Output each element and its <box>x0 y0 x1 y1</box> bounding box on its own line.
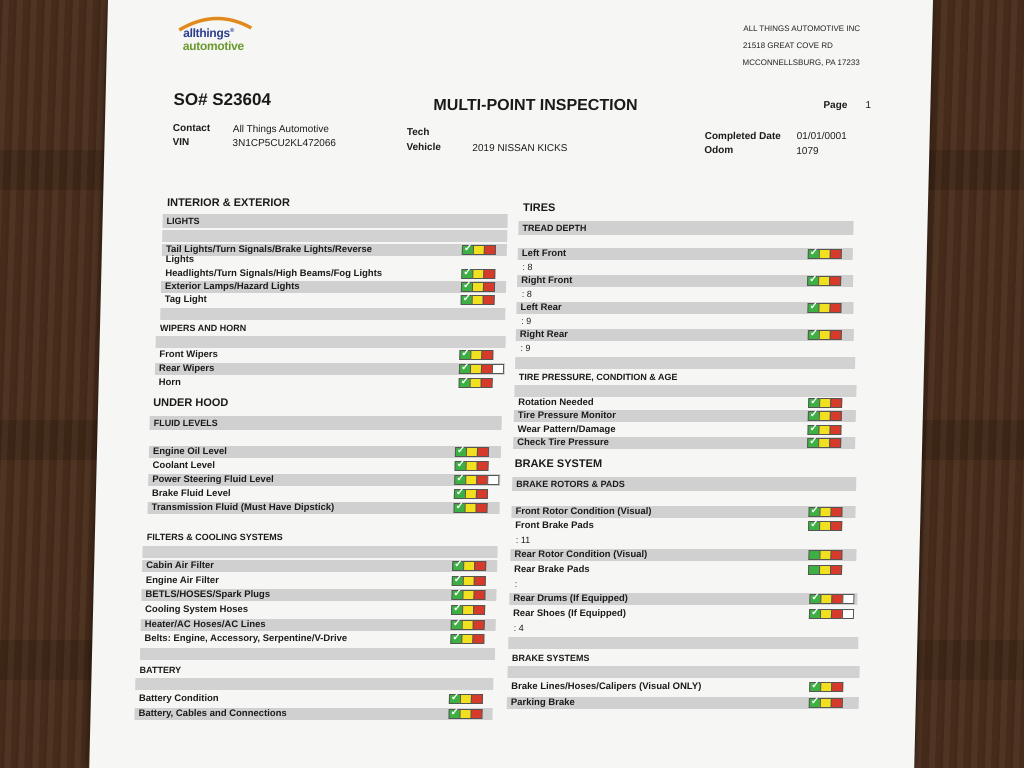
section-spacer <box>507 666 859 678</box>
list-item <box>509 608 857 620</box>
urgent-status-icon <box>472 634 484 644</box>
good-status-icon: ✓ <box>808 330 820 340</box>
urgent-status-icon <box>471 694 483 704</box>
tech-label: Tech <box>406 127 430 138</box>
good-status-icon: ✓ <box>455 447 467 457</box>
urgent-status-icon <box>473 620 485 630</box>
urgent-status-icon <box>483 295 495 305</box>
list-item <box>141 604 496 616</box>
good-status-icon: ✓ <box>807 425 819 435</box>
item-label: Lights <box>165 254 195 265</box>
good-status-icon: ✓ <box>461 295 473 305</box>
item-label: Transmission Fluid (Must Have Dipstick) <box>151 502 335 513</box>
status-indicator <box>809 609 853 619</box>
measurement-value: : 9 <box>520 343 531 353</box>
urgent-status-icon <box>829 438 841 448</box>
urgent-status-icon <box>829 276 841 286</box>
good-status-icon: ✓ <box>451 605 463 615</box>
section-spacer <box>142 546 497 558</box>
status-indicator <box>809 682 842 692</box>
urgent-status-icon <box>483 269 495 279</box>
measurement-value: : 9 <box>521 316 532 326</box>
urgent-status-icon <box>830 411 842 421</box>
good-status-icon: ✓ <box>448 709 460 719</box>
item-label: Horn <box>158 377 181 388</box>
good-status-icon: ✓ <box>459 378 471 388</box>
section-tires: TIRES <box>522 202 556 214</box>
item-label: Rear Rotor Condition (Visual) <box>514 549 648 560</box>
section-brake-system: BRAKE SYSTEM <box>514 458 603 470</box>
status-indicator <box>808 249 841 259</box>
list-item <box>509 593 857 605</box>
list-item <box>148 488 500 500</box>
subsection-battery: BATTERY <box>139 665 182 675</box>
item-label: Cabin Air Filter <box>146 560 215 571</box>
urgent-status-icon <box>473 590 485 600</box>
status-indicator <box>452 561 485 571</box>
status-indicator <box>451 605 484 615</box>
urgent-status-icon <box>830 565 842 575</box>
section-spacer <box>514 385 856 397</box>
list-item <box>516 329 854 341</box>
list-item <box>511 506 855 518</box>
status-indicator <box>454 489 487 499</box>
item-label: Parking Brake <box>510 697 575 708</box>
urgent-status-icon <box>476 461 488 471</box>
good-status-icon: ✓ <box>809 698 821 708</box>
good-status-icon: ✓ <box>461 282 473 292</box>
status-indicator <box>453 503 486 513</box>
urgent-status-icon <box>829 303 841 313</box>
list-item <box>510 549 856 561</box>
status-indicator <box>808 330 841 340</box>
list-item <box>516 302 853 314</box>
good-status-icon: ✓ <box>452 576 464 586</box>
status-indicator <box>451 590 484 600</box>
logo-line-1: allthings® <box>183 26 235 40</box>
measurement-value: : 4 <box>513 623 524 633</box>
good-status-icon: ✓ <box>450 634 462 644</box>
item-label: Heater/AC Hoses/AC Lines <box>144 619 266 630</box>
good-status-icon: ✓ <box>451 620 463 630</box>
good-status-icon: ✓ <box>807 276 819 286</box>
company-address <box>742 20 860 71</box>
measurement-value: : 11 <box>515 535 531 545</box>
page-title: MULTI-POINT INSPECTION <box>433 97 638 114</box>
list-item <box>161 254 506 266</box>
section-interior-exterior: INTERIOR & EXTERIOR <box>166 197 291 209</box>
odometer-label: Odom <box>704 145 734 156</box>
list-item <box>514 397 856 409</box>
list-item <box>518 248 853 260</box>
item-label: Engine Air Filter <box>145 575 219 586</box>
item-label: Rear Drums (If Equipped) <box>513 593 629 604</box>
status-indicator <box>461 295 494 305</box>
status-indicator <box>808 398 841 408</box>
status-indicator <box>808 521 841 531</box>
status-indicator <box>452 576 485 586</box>
good-status-icon: ✓ <box>808 521 820 531</box>
service-order-number: SO# S23604 <box>173 90 272 109</box>
good-status-icon: ✓ <box>808 398 820 408</box>
page-number: 1 <box>865 100 872 111</box>
section-spacer <box>140 648 495 660</box>
subsection-tread-depth: TREAD DEPTH <box>518 221 853 235</box>
good-status-icon: ✓ <box>808 507 820 517</box>
item-label: Tire Pressure Monitor <box>517 410 617 421</box>
item-label: Rear Shoes (If Equipped) <box>512 608 627 619</box>
good-status-icon: ✓ <box>808 411 820 421</box>
list-item <box>140 633 495 645</box>
list-item <box>161 294 506 306</box>
list-item <box>148 474 500 486</box>
status-indicator <box>461 269 494 279</box>
measurement-value: : 8 <box>522 262 533 272</box>
item-label: Left Rear <box>520 302 562 313</box>
item-label: Front Wipers <box>159 349 218 360</box>
good-status-icon: ✓ <box>453 503 465 513</box>
unchecked-status-icon <box>842 594 854 604</box>
section-spacer <box>160 308 505 320</box>
list-item <box>511 520 855 532</box>
completed-date-label: Completed Date <box>704 131 781 142</box>
urgent-status-icon <box>830 507 842 517</box>
item-label: Right Rear <box>519 329 569 340</box>
odometer-value: 1079 <box>796 146 819 157</box>
item-label: Exterior Lamps/Hazard Lights <box>164 281 300 292</box>
company-street: 21518 GREAT COVE RD <box>742 41 833 50</box>
item-label: Right Front <box>521 275 573 286</box>
measurement-value: : <box>514 579 518 589</box>
list-item <box>147 502 499 514</box>
status-indicator <box>459 364 503 374</box>
item-label: Rotation Needed <box>518 397 594 408</box>
subsection-brake-rotors-pads: BRAKE ROTORS & PADS <box>512 477 856 491</box>
item-label: Rear Brake Pads <box>513 564 590 575</box>
list-item <box>141 589 496 601</box>
good-status-icon: ✓ <box>454 461 466 471</box>
subsection-fluid-levels: FLUID LEVELS <box>149 416 501 430</box>
unchecked-status-icon <box>842 609 854 619</box>
status-indicator <box>455 447 488 457</box>
vin-value: 3N1CP5CU2KL472066 <box>232 138 337 149</box>
section-spacer <box>518 236 853 248</box>
item-label: Coolant Level <box>152 460 216 471</box>
item-label: Battery Condition <box>138 693 219 704</box>
list-item <box>141 619 496 631</box>
status-indicator <box>454 475 498 485</box>
list-item <box>513 437 855 449</box>
measurement-value: : 8 <box>521 289 532 299</box>
item-label: Battery, Cables and Connections <box>138 708 287 719</box>
status-indicator <box>448 709 481 719</box>
section-spacer <box>149 432 501 444</box>
status-indicator <box>808 507 841 517</box>
section-spacer <box>508 637 858 649</box>
urgent-status-icon <box>473 605 485 615</box>
good-status-icon: ✓ <box>449 694 461 704</box>
status-indicator <box>808 550 841 560</box>
section-spacer <box>512 492 856 504</box>
list-item <box>161 268 506 280</box>
item-label: Check Tire Pressure <box>517 437 610 448</box>
good-status-icon: ✓ <box>452 561 464 571</box>
section-spacer <box>155 336 505 348</box>
urgent-status-icon <box>831 682 843 692</box>
good-status-icon: ✓ <box>807 303 819 313</box>
inspection-sheet <box>89 0 933 768</box>
urgent-status-icon <box>477 447 489 457</box>
item-label: Rear Wipers <box>158 363 215 374</box>
item-label: Headlights/Turn Signals/High Beams/Fog Lights <box>165 268 383 279</box>
contact-value: All Things Automotive <box>232 124 329 135</box>
section-spacer <box>135 678 493 690</box>
status-indicator <box>807 425 840 435</box>
urgent-status-icon <box>830 249 842 259</box>
good-status-icon: ✓ <box>809 682 821 692</box>
item-label: Tag Light <box>164 294 207 305</box>
good-status-icon: ✓ <box>462 245 474 255</box>
urgent-status-icon <box>830 398 842 408</box>
company-city: MCCONNELLSBURG, PA 17233 <box>742 58 860 67</box>
urgent-status-icon <box>830 550 842 560</box>
good-status-icon: ✓ <box>808 249 820 259</box>
good-status-icon: ✓ <box>809 594 821 604</box>
list-item <box>148 460 500 472</box>
urgent-status-icon <box>481 378 493 388</box>
item-label: BETLS/HOSES/Spark Plugs <box>145 589 271 600</box>
list-item <box>155 349 505 361</box>
list-item <box>154 377 504 389</box>
urgent-status-icon <box>476 489 488 499</box>
list-item <box>161 281 506 293</box>
urgent-status-icon <box>475 503 487 513</box>
unchecked-status-icon <box>487 475 499 485</box>
list-item <box>142 575 497 587</box>
section-spacer <box>515 357 855 369</box>
good-status-icon: ✓ <box>461 269 473 279</box>
good-status-icon: ✓ <box>459 364 471 374</box>
status-indicator <box>459 378 492 388</box>
status-indicator <box>451 620 484 630</box>
list-item <box>149 446 501 458</box>
good-status-icon: ✓ <box>459 350 471 360</box>
item-label: Cooling System Hoses <box>144 604 249 615</box>
vehicle-value: 2019 NISSAN KICKS <box>472 143 568 154</box>
status-indicator <box>449 694 482 704</box>
company-logo <box>175 14 256 58</box>
urgent-status-icon <box>831 698 843 708</box>
item-label: Engine Oil Level <box>152 446 228 457</box>
good-status-icon: ✓ <box>451 590 463 600</box>
urgent-status-icon <box>483 282 495 292</box>
list-item <box>135 693 493 705</box>
good-status-icon: ✓ <box>454 475 466 485</box>
status-indicator <box>807 438 840 448</box>
status-indicator <box>809 698 842 708</box>
unchecked-status-icon <box>492 364 504 374</box>
page-label: Page <box>823 100 848 111</box>
vehicle-label: Vehicle <box>406 142 441 153</box>
item-label: Wear Pattern/Damage <box>517 424 616 435</box>
good-status-icon: ✓ <box>807 438 819 448</box>
status-indicator <box>450 634 483 644</box>
status-indicator <box>459 350 492 360</box>
section-spacer <box>162 230 507 242</box>
item-label: Front Rotor Condition (Visual) <box>515 506 652 517</box>
subsection-wipers-horn: WIPERS AND HORN <box>159 323 247 333</box>
urgent-status-icon <box>830 330 842 340</box>
good-status-icon: ✓ <box>454 489 466 499</box>
list-item <box>513 424 855 436</box>
urgent-status-icon <box>474 561 486 571</box>
vin-label: VIN <box>172 137 190 148</box>
item-label: Tail Lights/Turn Signals/Brake Lights/Reverse <box>165 244 373 255</box>
list-item <box>507 697 859 709</box>
section-under-hood: UNDER HOOD <box>153 397 229 409</box>
contact-label: Contact <box>172 123 211 134</box>
item-label: Brake Lines/Hoses/Calipers (Visual ONLY) <box>511 681 702 692</box>
logo-line-2: automotive <box>182 39 245 53</box>
subsection-tire-pressure: TIRE PRESSURE, CONDITION & AGE <box>518 372 678 382</box>
list-item <box>517 275 853 287</box>
list-item <box>134 708 492 720</box>
list-item <box>510 564 856 576</box>
list-item <box>155 363 505 375</box>
company-name: ALL THINGS AUTOMOTIVE INC <box>743 24 861 33</box>
status-indicator <box>809 594 853 604</box>
urgent-status-icon <box>470 709 482 719</box>
urgent-status-icon <box>481 350 493 360</box>
status-indicator <box>808 411 841 421</box>
item-label: Left Front <box>521 248 567 259</box>
item-label: Belts: Engine, Accessory, Serpentine/V-Drive <box>144 633 348 644</box>
item-label: Front Brake Pads <box>515 520 594 531</box>
urgent-status-icon <box>829 425 841 435</box>
status-indicator <box>461 282 494 292</box>
list-item <box>142 560 497 572</box>
status-indicator <box>808 565 841 575</box>
list-item <box>514 410 856 422</box>
list-item <box>507 681 859 693</box>
status-indicator <box>454 461 487 471</box>
completed-date-value: 01/01/0001 <box>796 131 847 142</box>
subsection-brake-systems: BRAKE SYSTEMS <box>511 653 590 663</box>
urgent-status-icon <box>474 576 486 586</box>
subsection-filters-cooling: FILTERS & COOLING SYSTEMS <box>146 532 283 542</box>
item-label: Brake Fluid Level <box>151 488 231 499</box>
status-indicator <box>807 276 840 286</box>
subsection-lights: LIGHTS <box>162 214 507 228</box>
status-indicator <box>807 303 840 313</box>
good-status-icon: ✓ <box>809 609 821 619</box>
item-label: Power Steering Fluid Level <box>152 474 274 485</box>
urgent-status-icon <box>830 521 842 531</box>
